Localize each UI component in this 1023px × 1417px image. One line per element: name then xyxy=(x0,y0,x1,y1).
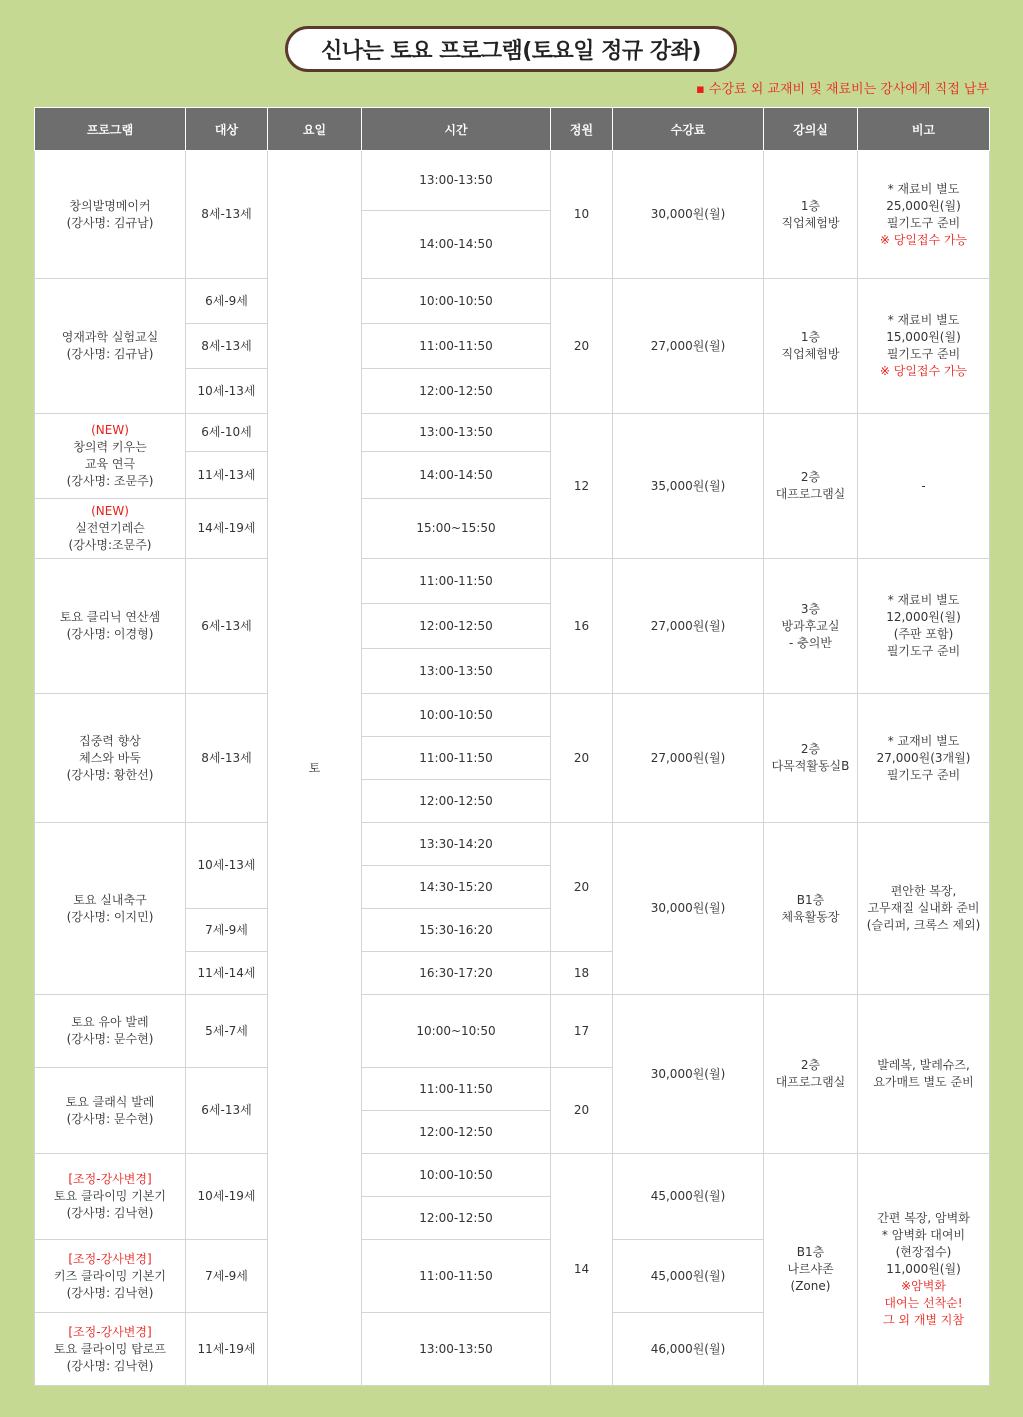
program-note: * 재료비 별도 25,000원(월) 필기도구 준비 ※ 당일접수 가능 xyxy=(858,151,990,279)
program-target: 7세-9세 xyxy=(186,909,268,952)
program-target: 5세-7세 xyxy=(186,995,268,1068)
program-target: 6세-10세 xyxy=(186,414,268,452)
program-target: 7세-9세 xyxy=(186,1240,268,1313)
program-fee: 30,000원(월) xyxy=(613,823,764,995)
program-target: 8세-13세 xyxy=(186,151,268,279)
header-time: 시간 xyxy=(362,108,551,151)
program-note: * 재료비 별도 15,000원(월) 필기도구 준비 ※ 당일접수 가능 xyxy=(858,279,990,414)
program-note: 편안한 복장, 고무재질 실내화 준비 (슬리퍼, 크록스 제외) xyxy=(858,823,990,995)
program-time: 12:00-12:50 xyxy=(362,780,551,823)
program-target: 6세-13세 xyxy=(186,559,268,694)
program-note: * 교재비 별도 27,000원(3개월) 필기도구 준비 xyxy=(858,694,990,823)
program-fee: 35,000원(월) xyxy=(613,414,764,559)
program-capacity: 20 xyxy=(551,694,613,823)
fee-notice: ▪ 수강료 외 교재비 및 재료비는 강사에게 직접 납부 xyxy=(695,82,989,97)
program-name: 토요 클래식 발레 (강사명: 문수현) xyxy=(35,1068,186,1154)
program-room: 3층 방과후교실 - 충의반 xyxy=(764,559,858,694)
program-target: 8세-13세 xyxy=(186,324,268,369)
table-row xyxy=(35,995,990,1068)
program-target: 10세-13세 xyxy=(186,823,268,909)
program-name: 토요 유아 발레 (강사명: 문수현) xyxy=(35,995,186,1068)
program-name: 창의발명메이커 (강사명: 김규남) xyxy=(35,151,186,279)
program-target: 6세-13세 xyxy=(186,1068,268,1154)
program-name: (NEW) 실전연기레슨 (강사명:조문주) xyxy=(35,499,186,559)
program-time: 13:30-14:20 xyxy=(362,823,551,866)
program-room: 1층 직업체험방 xyxy=(764,151,858,279)
program-fee: 27,000원(월) xyxy=(613,279,764,414)
program-time: 12:00-12:50 xyxy=(362,1111,551,1154)
program-capacity: 12 xyxy=(551,414,613,559)
program-time: 15:30-16:20 xyxy=(362,909,551,952)
program-time: 16:30-17:20 xyxy=(362,952,551,995)
table-row xyxy=(35,559,990,604)
program-capacity: 10 xyxy=(551,151,613,279)
program-name: 토요 클리닉 연산셈 (강사명: 이경형) xyxy=(35,559,186,694)
program-time: 10:00~10:50 xyxy=(362,995,551,1068)
program-room: 1층 직업체험방 xyxy=(764,279,858,414)
program-time: 10:00-10:50 xyxy=(362,694,551,737)
program-fee: 27,000원(월) xyxy=(613,559,764,694)
program-name: 토요 실내축구 (강사명: 이지민) xyxy=(35,823,186,995)
program-time: 11:00-11:50 xyxy=(362,737,551,780)
program-day: 토 xyxy=(268,151,362,1386)
program-fee: 27,000원(월) xyxy=(613,694,764,823)
program-fee: 45,000원(월) xyxy=(613,1240,764,1313)
program-room: 2층 대프로그램실 xyxy=(764,414,858,559)
program-fee: 30,000원(월) xyxy=(613,151,764,279)
header-capacity: 정원 xyxy=(551,108,613,151)
program-capacity: 17 xyxy=(551,995,613,1068)
program-time: 12:00-12:50 xyxy=(362,369,551,414)
program-fee: 46,000원(월) xyxy=(613,1313,764,1386)
program-target: 11세-14세 xyxy=(186,952,268,995)
program-time: 14:00-14:50 xyxy=(362,452,551,499)
program-capacity: 14 xyxy=(551,1154,613,1386)
table-row xyxy=(35,414,990,452)
program-time: 14:00-14:50 xyxy=(362,211,551,279)
program-note: * 재료비 별도 12,000원(월) (주판 포함) 필기도구 준비 xyxy=(858,559,990,694)
header-note: 비고 xyxy=(858,108,990,151)
table-row xyxy=(35,151,990,211)
header-day: 요일 xyxy=(268,108,362,151)
header-row xyxy=(35,108,990,151)
program-capacity: 18 xyxy=(551,952,613,995)
program-time: 12:00-12:50 xyxy=(362,1197,551,1240)
table-row xyxy=(35,823,990,866)
header-room: 강의실 xyxy=(764,108,858,151)
program-room: 2층 대프로그램실 xyxy=(764,995,858,1154)
program-time: 11:00-11:50 xyxy=(362,324,551,369)
table-row xyxy=(35,1154,990,1197)
program-time: 13:00-13:50 xyxy=(362,1313,551,1386)
program-target: 11세-19세 xyxy=(186,1313,268,1386)
program-target: 8세-13세 xyxy=(186,694,268,823)
program-target: 6세-9세 xyxy=(186,279,268,324)
program-time: 13:00-13:50 xyxy=(362,414,551,452)
program-target: 11세-13세 xyxy=(186,452,268,499)
program-time: 11:00-11:50 xyxy=(362,1068,551,1111)
program-room: B1층 체육활동장 xyxy=(764,823,858,995)
program-room: 2층 다목적활동실B xyxy=(764,694,858,823)
table-row xyxy=(35,694,990,737)
header-target: 대상 xyxy=(186,108,268,151)
program-target: 14세-19세 xyxy=(186,499,268,559)
program-name: 집중력 향상 체스와 바둑 (강사명: 황한선) xyxy=(35,694,186,823)
header-program: 프로그램 xyxy=(35,108,186,151)
header-fee: 수강료 xyxy=(613,108,764,151)
program-fee: 45,000원(월) xyxy=(613,1154,764,1240)
program-name: [조정-강사변경] 키즈 클라이밍 기본기 (강사명: 김낙현) xyxy=(35,1240,186,1313)
program-note: 발레복, 발레슈즈, 요가매트 별도 준비 xyxy=(858,995,990,1154)
program-capacity: 20 xyxy=(551,279,613,414)
program-capacity: 20 xyxy=(551,1068,613,1154)
program-time: 15:00~15:50 xyxy=(362,499,551,559)
program-time: 10:00-10:50 xyxy=(362,1154,551,1197)
program-time: 14:30-15:20 xyxy=(362,866,551,909)
program-target: 10세-19세 xyxy=(186,1154,268,1240)
program-name: 영재과학 실험교실 (강사명: 김규남) xyxy=(35,279,186,414)
program-name: [조정-강사변경] 토요 클라이밍 탑로프 (강사명: 김낙현) xyxy=(35,1313,186,1386)
table-row xyxy=(35,279,990,324)
schedule-table xyxy=(34,107,990,1386)
program-note: 간편 복장, 암벽화 * 암벽화 대여비 (현장접수) 11,000원(월) ※암벽화 대여는 선착순! 그 외 개별 지참 xyxy=(858,1154,990,1386)
program-fee: 30,000원(월) xyxy=(613,995,764,1154)
program-capacity: 16 xyxy=(551,559,613,694)
program-time: 11:00-11:50 xyxy=(362,559,551,604)
program-time: 11:00-11:50 xyxy=(362,1240,551,1313)
program-target: 10세-13세 xyxy=(186,369,268,414)
program-time: 13:00-13:50 xyxy=(362,151,551,211)
program-time: 12:00-12:50 xyxy=(362,604,551,649)
program-time: 13:00-13:50 xyxy=(362,649,551,694)
program-capacity: 20 xyxy=(551,823,613,952)
program-note: - xyxy=(858,414,990,559)
program-room: B1층 나르샤존(Zone) xyxy=(764,1154,858,1386)
program-name: [조정-강사변경] 토요 클라이밍 기본기 (강사명: 김낙현) xyxy=(35,1154,186,1240)
program-time: 10:00-10:50 xyxy=(362,279,551,324)
page-title: 신나는 토요 프로그램(토요일 정규 강좌) xyxy=(285,26,737,72)
program-name: (NEW) 창의력 키우는 교육 연극 (강사명: 조문주) xyxy=(35,414,186,499)
